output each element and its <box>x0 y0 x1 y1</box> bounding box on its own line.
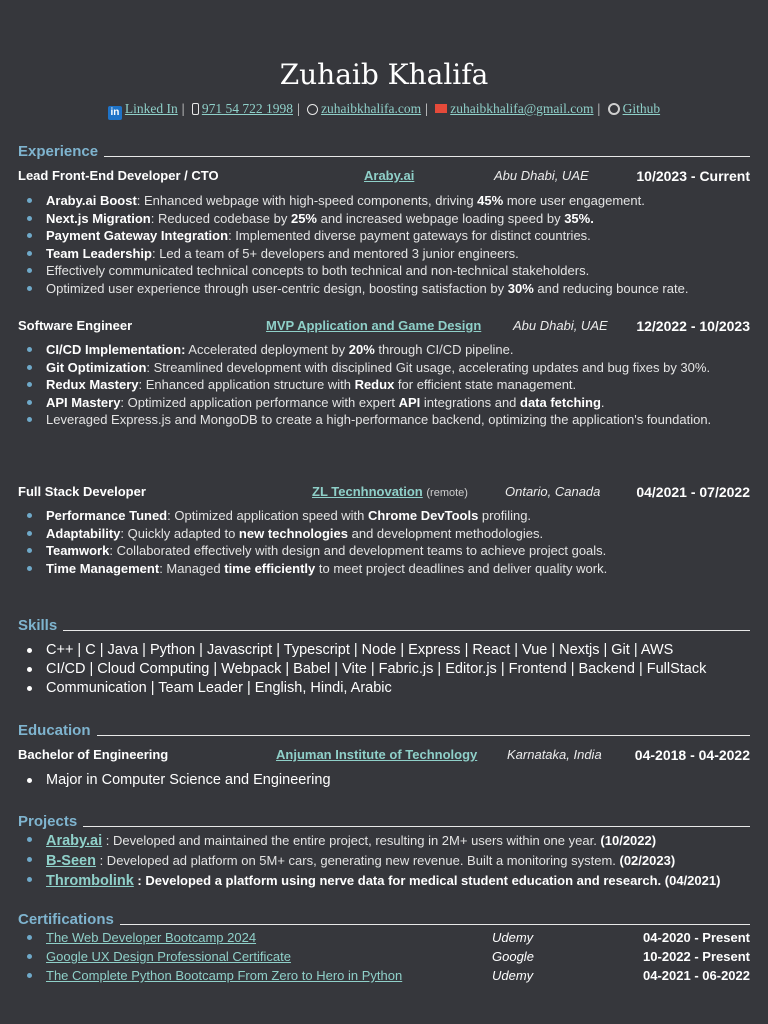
certificate-dates: 04-2021 - 06-2022 <box>643 968 750 983</box>
list-item: Adaptability: Quickly adapted to new technologies and development methodologies. <box>27 525 750 543</box>
section-rule <box>104 156 750 157</box>
list-item: Teamwork: Collaborated effectively with design and development teams to achieve project goals. <box>27 542 750 560</box>
company-link[interactable]: Araby.ai <box>364 168 415 183</box>
list-item: Next.js Migration: Reduced codebase by 25% and increased webpage loading speed by 35%. <box>27 210 750 228</box>
list-item: C++ | C | Java | Python | Javascript | Typescript | Node | Express | React | Vue | Nextjs | Git | AWS <box>27 641 750 660</box>
email-link[interactable]: zuhaibkhalifa@gmail.com <box>450 101 594 116</box>
candidate-name: Zuhaib Khalifa <box>279 58 489 91</box>
education-header <box>18 747 750 765</box>
linkedin-link[interactable]: Linked In <box>124 101 178 116</box>
list-item: Major in Computer Science and Engineering <box>27 771 750 790</box>
section-title: Certifications <box>18 911 114 928</box>
phone-link[interactable]: 971 54 722 1998 <box>201 101 293 116</box>
list-item: API Mastery: Optimized application performance with expert API integrations and data fetching. <box>27 394 750 412</box>
certificate-dates: 10-2022 - Present <box>643 949 750 964</box>
job-dates: 12/2022 - 10/2023 <box>636 318 750 334</box>
project-link[interactable]: B-Seen <box>46 853 96 869</box>
github-icon <box>608 103 620 115</box>
job-title: Lead Front-End Developer / CTO <box>18 168 219 183</box>
experience-heading <box>18 140 750 160</box>
project-link[interactable]: Thrombolink <box>46 873 134 889</box>
separator: | <box>296 101 300 116</box>
section-rule <box>120 924 750 925</box>
list-item: Leveraged Express.js and MongoDB to create a high-performance backend, optimizing the application's foundation. <box>27 411 750 429</box>
list-item <box>27 929 750 948</box>
list-item: B-Seen : Developed ad platform on 5M+ cars, generating new revenue. Built a monitoring system. (02/2023) <box>27 851 750 871</box>
skills-list <box>27 641 750 698</box>
section-title: Education <box>18 722 91 739</box>
job-dates: 04/2021 - 07/2022 <box>636 484 750 500</box>
job-dates: 10/2023 - Current <box>636 168 750 184</box>
github-link[interactable]: Github <box>622 101 661 116</box>
project-link[interactable]: Araby.ai <box>46 833 103 849</box>
certificate-issuer: Udemy <box>492 968 534 983</box>
job-bullets <box>27 192 750 298</box>
list-item: Optimized user experience through user-centric design, boosting satisfaction by 30% and reducing bounce rate. <box>27 280 750 298</box>
list-item <box>27 948 750 967</box>
list-item: Communication | Team Leader | English, Hindi, Arabic <box>27 679 750 698</box>
phone-icon <box>192 103 199 115</box>
degree: Bachelor of Engineering <box>18 747 169 762</box>
section-title: Skills <box>18 617 58 634</box>
job-location: Ontario, Canada <box>505 484 601 499</box>
section-rule <box>83 826 750 827</box>
job-title: Software Engineer <box>18 318 133 333</box>
certificate-issuer: Udemy <box>492 930 534 945</box>
job-location: Abu Dhabi, UAE <box>494 168 589 183</box>
website-link[interactable]: zuhaibkhalifa.com <box>321 101 422 116</box>
institution-link[interactable]: Anjuman Institute of Technology <box>276 747 478 762</box>
certificate-link[interactable]: The Complete Python Bootcamp From Zero to Hero in Python <box>46 968 403 983</box>
mail-icon <box>435 104 447 113</box>
education-heading <box>18 719 750 739</box>
education-bullets <box>27 771 750 790</box>
list-item <box>27 967 750 986</box>
certificate-issuer: Google <box>492 949 534 964</box>
certificate-link[interactable]: The Web Developer Bootcamp 2024 <box>46 930 257 945</box>
education-location: Karnataka, India <box>507 747 602 762</box>
list-item: CI/CD | Cloud Computing | Webpack | Babel | Vite | Fabric.js | Editor.js | Frontend | Backend | FullStack <box>27 660 750 679</box>
projects-list <box>27 831 750 891</box>
skills-heading <box>18 614 750 634</box>
section-rule <box>63 630 750 631</box>
list-item: Effectively communicated technical concepts to both technical and non-technical stakeholders. <box>27 262 750 280</box>
job-bullets <box>27 507 750 577</box>
linkedin-icon: in <box>108 106 122 120</box>
certifications-heading <box>18 908 750 928</box>
globe-icon <box>307 104 318 115</box>
section-title: Projects <box>18 813 78 830</box>
list-item: Redux Mastery: Enhanced application structure with Redux for efficient state management. <box>27 376 750 394</box>
remote-note: (remote) <box>426 487 468 499</box>
section-title: Experience <box>18 143 99 160</box>
list-item: Time Management: Managed time efficiently to meet project deadlines and deliver quality work. <box>27 560 750 578</box>
separator: | <box>597 101 601 116</box>
certificate-dates: 04-2020 - Present <box>643 930 750 945</box>
list-item: Thrombolink : Developed a platform using nerve data for medical student education and research. (04/2021) <box>27 871 750 891</box>
job-header <box>18 484 750 502</box>
job-title: Full Stack Developer <box>18 484 146 499</box>
company-group <box>312 484 468 499</box>
list-item: Git Optimization: Streamlined development with disciplined Git usage, accelerating updates and bug fixes by 30%. <box>27 359 750 377</box>
job-header <box>18 168 750 186</box>
separator: | <box>181 101 185 116</box>
company-link[interactable]: ZL Tecnhnovation <box>312 484 423 499</box>
list-item: Payment Gateway Integration: Implemented diverse payment gateways for distinct countries. <box>27 227 750 245</box>
job-header <box>18 318 750 336</box>
projects-heading <box>18 810 750 830</box>
certificate-link[interactable]: Google UX Design Professional Certificate <box>46 949 291 964</box>
section-rule <box>97 735 750 736</box>
list-item: Araby.ai : Developed and maintained the entire project, resulting in 2M+ users within one year. (10/2022) <box>27 831 750 851</box>
certifications-list <box>27 929 750 986</box>
separator: | <box>425 101 428 116</box>
job-location: Abu Dhabi, UAE <box>513 318 608 333</box>
job-bullets <box>27 341 750 429</box>
contact-bar <box>0 101 768 120</box>
list-item: Team Leadership: Led a team of 5+ developers and mentored 3 junior engineers. <box>27 245 750 263</box>
company-link[interactable]: MVP Application and Game Design <box>266 318 482 333</box>
list-item: Araby.ai Boost: Enhanced webpage with high-speed components, driving 45% more user engagement. <box>27 192 750 210</box>
education-dates: 04-2018 - 04-2022 <box>634 747 750 763</box>
list-item: Performance Tuned: Optimized application speed with Chrome DevTools profiling. <box>27 507 750 525</box>
list-item: CI/CD Implementation: Accelerated deployment by 20% through CI/CD pipeline. <box>27 341 750 359</box>
